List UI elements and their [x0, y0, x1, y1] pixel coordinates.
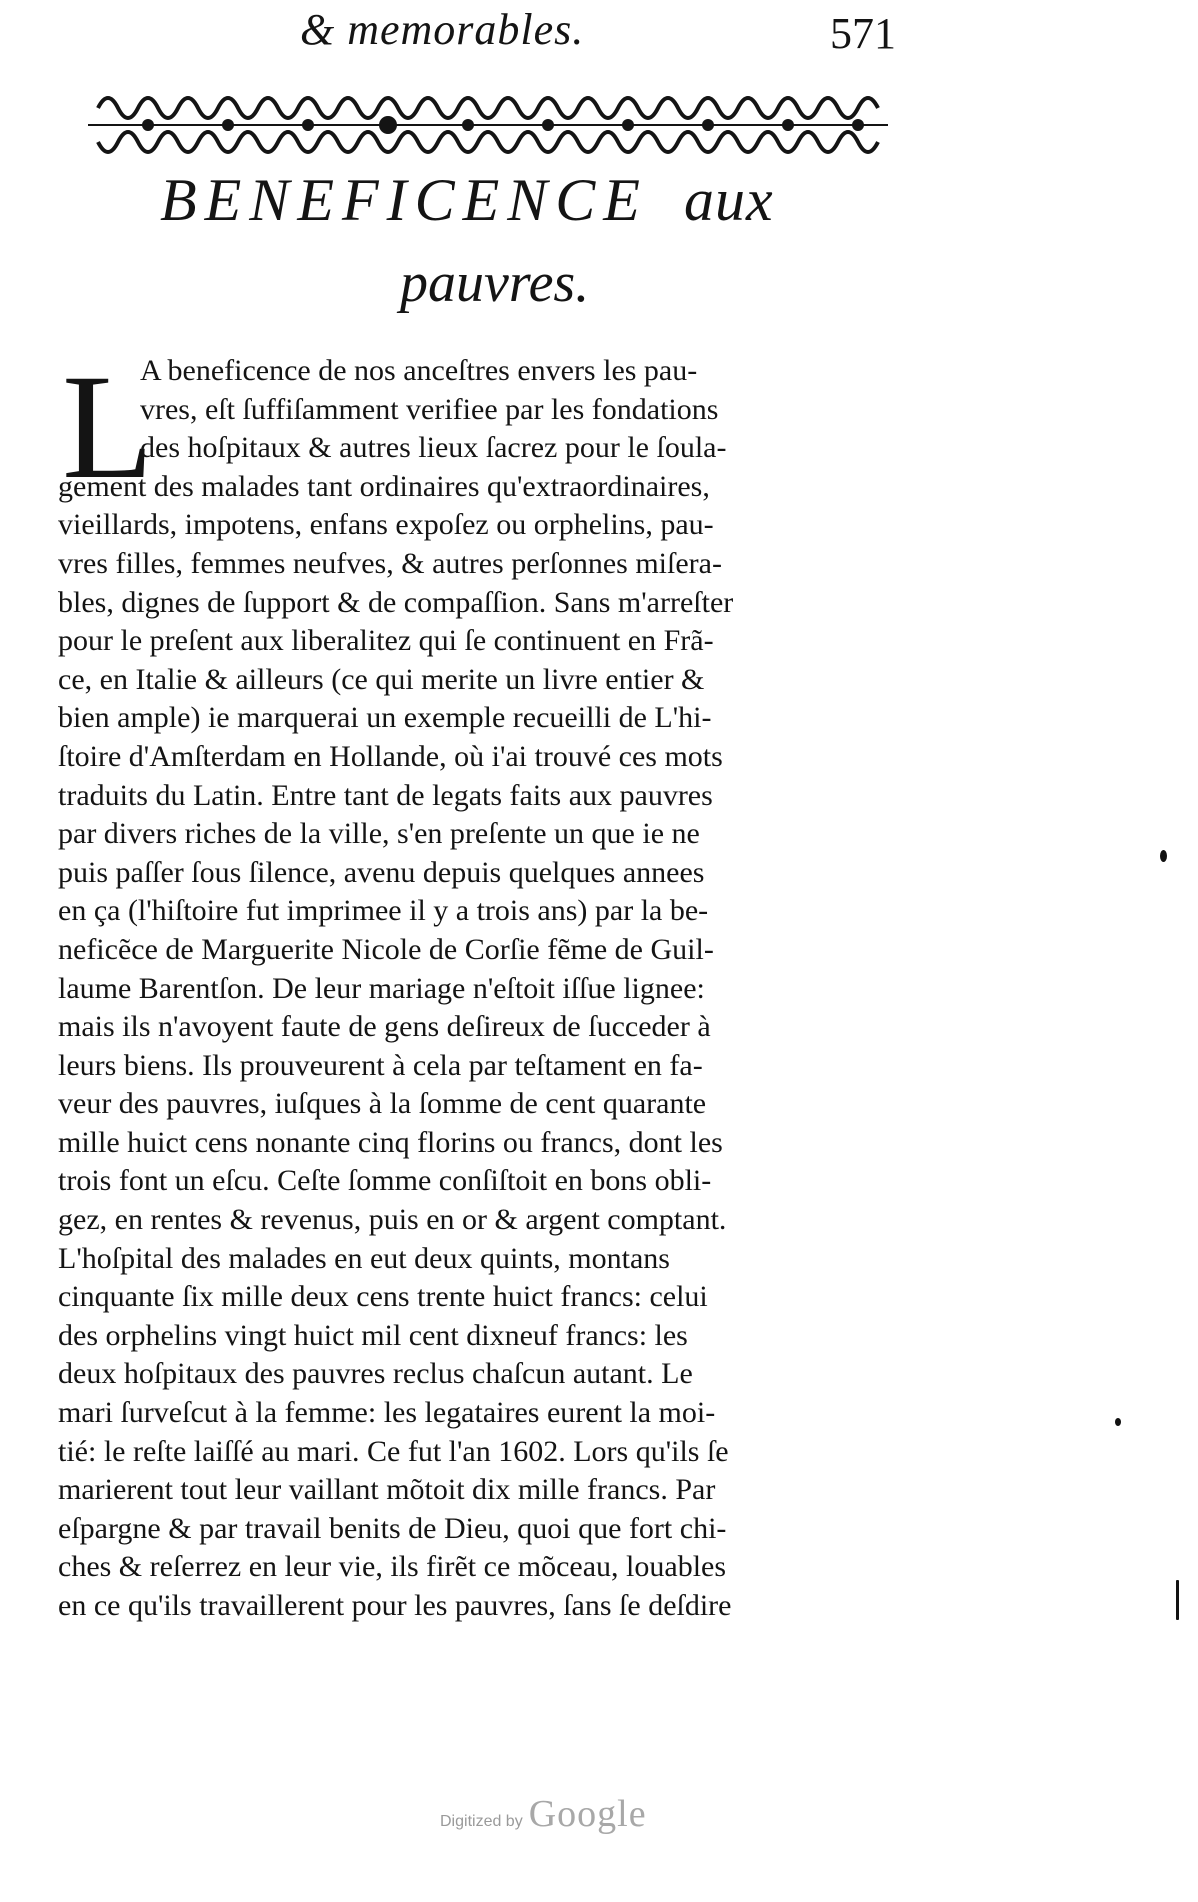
- text-line: veur des pauvres, iuſques à la ſomme de cent quarante: [58, 1087, 707, 1121]
- text-line: vres, eſt ſuffiſamment verifiee par les fondations: [140, 392, 719, 426]
- text-line: neficẽce de Marguerite Nicole de Corſie fẽme de Guil-: [58, 932, 714, 966]
- text-line: leurs biens. Ils prouveurent à cela par teſtament en fa-: [58, 1048, 703, 1082]
- text-line: gement des malades tant ordinaires qu'extraordinaires,: [58, 469, 710, 503]
- ink-speck: [1160, 850, 1167, 862]
- text-line: en ce qu'ils travaillerent pour les pauvres, ſans ſe deſdire: [58, 1589, 732, 1622]
- ink-speck: [1115, 1418, 1121, 1426]
- text-line: des hoſpitaux & autres lieux ſacrez pour le ſoula-: [140, 431, 727, 465]
- digitized-watermark: [440, 1792, 647, 1836]
- text-line: A beneficence de nos anceſtres envers les pau-: [140, 354, 698, 387]
- text-line: des orphelins vingt huict mil cent dixneuf francs: les: [58, 1318, 688, 1352]
- text-line: traduits du Latin. Entre tant de legats faits aux pauvres: [58, 778, 713, 812]
- running-head: & memorables.: [300, 5, 585, 54]
- text-line: ce, en Italie & ailleurs (ce qui merite un livre entier &: [58, 662, 705, 696]
- text-line: mari ſurveſcut à la femme: les legataires eurent la moi-: [58, 1396, 716, 1430]
- ink-speck: [1176, 1580, 1179, 1620]
- text-line: vieillards, impotens, enfans expoſez ou orphelins, pau-: [58, 508, 714, 542]
- text-line: eſpargne & par travail benits de Dieu, quoi que fort chi-: [58, 1511, 727, 1545]
- google-logo: Google: [528, 1793, 647, 1835]
- digitized-by-label: Digitized by: [440, 1813, 523, 1830]
- page-number: 571: [830, 9, 896, 58]
- body-text: [58, 344, 918, 1626]
- text-line: bles, dignes de ſupport & de compaſſion. Sans m'arreſter: [58, 585, 734, 619]
- text-line: deux hoſpitaux des pauvres reclus chaſcun autant. Le: [58, 1357, 693, 1391]
- text-line: mais ils n'avoyent faute de gens deſireux de ſucceder à: [58, 1010, 711, 1044]
- text-line: bien ample) ie marquerai un exemple recueilli de L'hi-: [58, 701, 712, 735]
- text-line: pour le preſent aux liberalitez qui ſe continuent en Frã-: [58, 624, 714, 658]
- text-line: cinquante ſix mille deux cens trente huict francs: celui: [58, 1280, 708, 1314]
- text-line: puis paſſer ſous ſilence, avenu depuis quelques annees: [58, 855, 705, 889]
- text-line: gez, en rentes & revenus, puis en or & argent comptant.: [58, 1203, 727, 1237]
- title-main: BENEFICENCE: [160, 167, 648, 233]
- ornamental-band-icon: [88, 78, 888, 170]
- text-line: par divers riches de la ville, s'en preſente un que ie ne: [58, 817, 700, 851]
- chapter-title: [160, 167, 920, 233]
- text-line: tié: le reſte laiſſé au mari. Ce fut l'an 1602. Lors qu'ils ſe: [58, 1434, 729, 1468]
- text-line: ſtoire d'Amſterdam en Hollande, où i'ai trouvé ces mots: [58, 739, 723, 773]
- title-end: pauvres.: [400, 252, 590, 314]
- text-line: L'hoſpital des malades en eut deux quints, montans: [58, 1241, 670, 1275]
- text-line: marierent tout leur vaillant mõtoit dix mille francs. Par: [58, 1473, 716, 1507]
- text-line: mille huict cens nonante cinq florins ou francs, dont les: [58, 1125, 723, 1159]
- drop-cap: L: [62, 344, 154, 510]
- title-tail: aux: [683, 167, 774, 233]
- text-line: laume Barentſon. De leur mariage n'eſtoit iſſue lignee:: [58, 971, 705, 1005]
- text-line: en ça (l'hiſtoire fut imprimee il y a trois ans) par la be-: [58, 894, 709, 928]
- text-line: ches & reſerrez en leur vie, ils firẽt ce mõceau, louables: [58, 1550, 727, 1584]
- text-line: trois font un eſcu. Ceſte ſomme conſiſtoit en bons obli-: [58, 1164, 712, 1198]
- text-line: vres filles, femmes neufves, & autres perſonnes miſera-: [58, 546, 722, 580]
